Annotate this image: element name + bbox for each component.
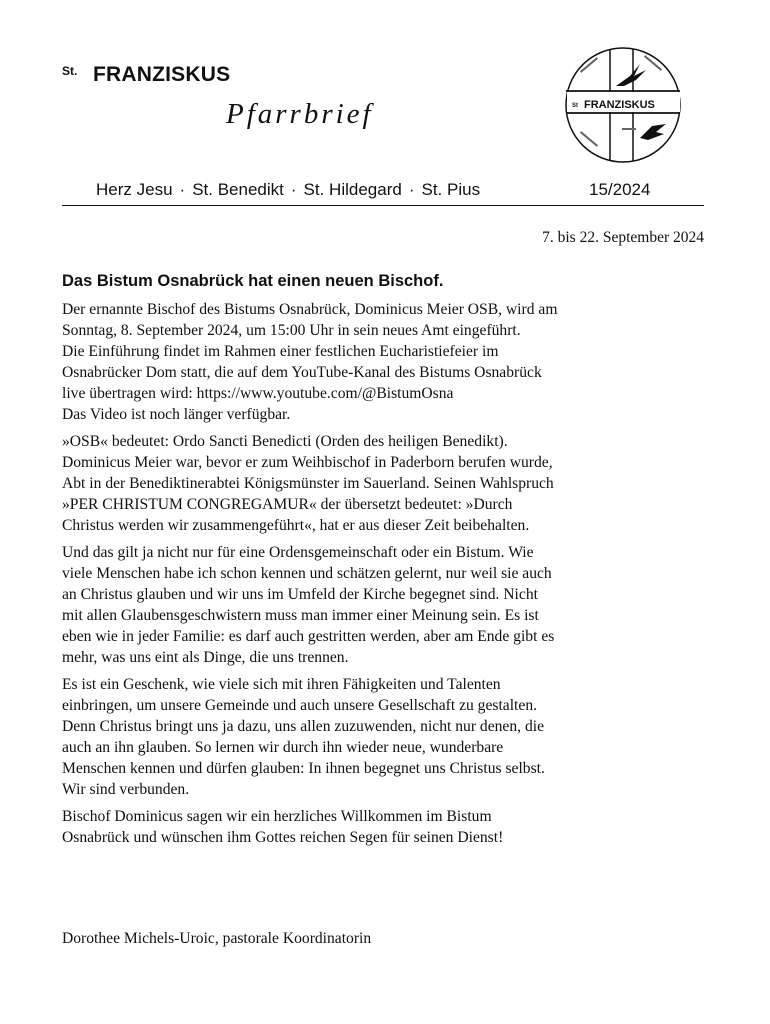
text-line: Dominicus Meier war, bevor er zum Weihbischof in Paderborn berufen wurde, [62, 454, 553, 471]
text-line: Denn Christus bringt uns ja dazu, uns allen zuzuwenden, nicht nur denen, die [62, 718, 544, 735]
text-line: Abt in der Benediktinerabtei Königsmünster im Sauerland. Seinen Wahlspruch [62, 475, 554, 492]
text-line: »OSB« bedeutet: Ordo Sancti Benedicti (Orden des heiligen Benedikt). [62, 433, 508, 450]
text-line: mehr, was uns eint als Dinge, die uns trennen. [62, 649, 349, 666]
masthead-subtitle: Pfarrbrief [226, 98, 374, 130]
text-line: Wir sind verbunden. [62, 781, 190, 798]
date-range: 7. bis 22. September 2024 [542, 229, 704, 246]
masthead-title: FRANZISKUS [93, 63, 231, 86]
text-line: Die Einführung findet im Rahmen einer festlichen Eucharistiefeier im [62, 343, 499, 360]
parish-separator: · [290, 180, 297, 199]
masthead-st: St. [62, 64, 78, 78]
logo-label: FRANZISKUS [584, 99, 655, 111]
article-body [62, 299, 712, 854]
signature: Dorothee Michels-Uroic, pastorale Koordinatorin [62, 930, 372, 947]
text-line: Bischof Dominicus sagen wir ein herzliches Willkommen im Bistum [62, 808, 492, 825]
parish-name: St. Pius [421, 180, 481, 199]
article-paragraph [62, 299, 712, 425]
article-paragraph [62, 806, 712, 848]
logo-st: St [572, 103, 578, 109]
text-line: Christus werden wir zusammengeführt«, hat er aus dieser Zeit beibehalten. [62, 517, 530, 534]
text-line: Das Video ist noch länger verfügbar. [62, 406, 291, 423]
header-divider [62, 205, 704, 206]
parish-list [96, 180, 480, 200]
article-paragraph [62, 542, 712, 668]
text-line: Osnabrück und wünschen ihm Gottes reichen Segen für seinen Dienst! [62, 829, 504, 846]
text-line: eben wie in jeder Familie: es darf auch gestritten werden, aber am Ende gibt es [62, 628, 555, 645]
parish-separator: · [179, 180, 186, 199]
text-line: einbringen, um unsere Gemeinde und auch unsere Gesellschaft zu gestalten. [62, 697, 538, 714]
article-headline: Das Bistum Osnabrück hat einen neuen Bischof. [62, 272, 444, 290]
text-line: Es ist ein Geschenk, wie viele sich mit ihren Fähigkeiten und Talenten [62, 676, 501, 693]
parish-separator: · [408, 180, 415, 199]
parish-name: St. Benedikt [192, 180, 284, 199]
parish-name: Herz Jesu [96, 180, 173, 199]
article-paragraph [62, 431, 712, 536]
text-line: Der ernannte Bischof des Bistums Osnabrück, Dominicus Meier OSB, wird am [62, 301, 558, 318]
text-line: viele Menschen habe ich schon kennen und schätzen gelernt, nur weil sie auch [62, 565, 552, 582]
bird-lower-icon [640, 124, 666, 140]
article-paragraph [62, 674, 712, 800]
text-line: Menschen kennen und dürfen glauben: In ihnen begegnet uns Christus selbst. [62, 760, 545, 777]
text-line: Sonntag, 8. September 2024, um 15:00 Uhr in sein neues Amt eingeführt. [62, 322, 521, 339]
text-line: Osnabrücker Dom statt, die auf dem YouTube-Kanal des Bistums Osnabrück [62, 364, 542, 381]
text-line: live übertragen wird: https://www.youtube.com/@BistumOsna [62, 385, 454, 402]
text-line: Und das gilt ja nicht nur für eine Ordensgemeinschaft oder ein Bistum. Wie [62, 544, 534, 561]
text-line: »PER CHRISTUM CONGREGAMUR« der übersetzt bedeutet: »Durch [62, 496, 513, 513]
issue-number: 15/2024 [589, 180, 651, 199]
text-line: mit allen Glaubensgeschwistern muss man immer einer Meinung sein. Es ist [62, 607, 539, 624]
text-line: auch an ihn glauben. So lernen wir durch ihn wieder neue, wunderbare [62, 739, 504, 756]
parish-logo [556, 46, 691, 166]
bird-icon [616, 64, 646, 86]
parish-name: St. Hildegard [303, 180, 402, 199]
text-line: an Christus glauben und wir uns im Umfeld der Kirche begegnet sind. Nicht [62, 586, 538, 603]
